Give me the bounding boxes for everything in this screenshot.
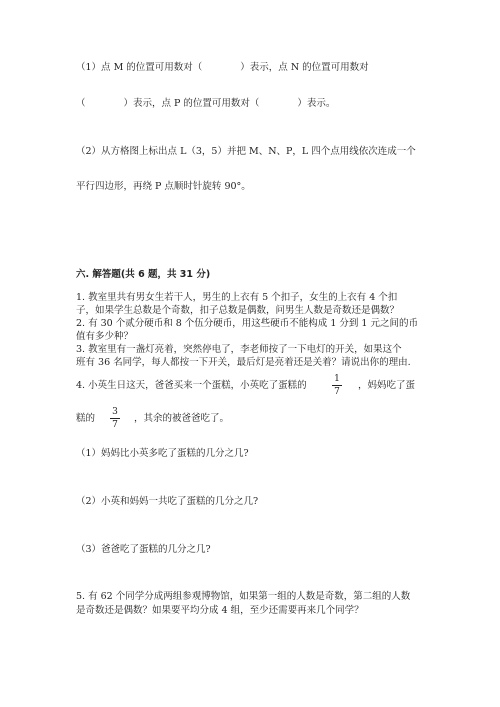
q1-line1: 1. 教室里共有男女生若干人，男生的上衣有 5 个扣子，女生的上衣有 4 个扣 [76, 292, 398, 303]
q3-line2: 班有 36 名同学，每人都按一下开关，最后灯是亮着还是关着？请说出你的理由. [76, 357, 411, 368]
fraction-1-denominator: 7 [334, 387, 340, 397]
q5-line2: 是奇数还是偶数？如果要平均分成 4 组，至少还需要再来几个同学？ [76, 605, 364, 616]
grid-question-part2-line2: 平行四边形，再绕 P 点顺时针旋转 90°。 [76, 181, 251, 192]
fraction-1-bar [332, 385, 342, 386]
q4-line2-tail: ，其余的被爸爸吃了。 [134, 413, 230, 424]
fraction-2-numerator: 3 [112, 407, 118, 417]
q2-line2: 值有多少种？ [76, 331, 134, 342]
q4-fraction-2 [108, 407, 122, 430]
q4-line1-tail: ，妈妈吃了蛋 [358, 380, 416, 391]
grid-question-part2-line1: （2）从方格图上标出点 L（3，5）并把 M、N、P，L 四个点用线依次连成一个 [76, 146, 416, 157]
q4-line1-text: 4. 小英生日这天，爸爸买来一个蛋糕，小英吃了蛋糕的 [76, 380, 307, 391]
fraction-2-denominator: 7 [112, 420, 118, 430]
q5-line1: 5. 有 62 个同学分成两组参观博物馆，如果第一组的人数是奇数，第二组的人数 [76, 591, 411, 602]
grid-question-part1-line1: （1）点 M 的位置可用数对（ ）表示，点 N 的位置可用数对 [76, 62, 369, 73]
fraction-2-bar [110, 418, 120, 419]
q3-line1: 3. 教室里有一盏灯亮着，突然停电了，李老师按了一下电灯的开关，如果这个 [76, 344, 402, 355]
q4-line2-text: 糕的 [76, 413, 96, 424]
q4-subquestion-1: （1）妈妈比小英多吃了蛋糕的几分之几? [76, 448, 249, 459]
q2-line1: 2. 有 30 个贰分硬币和 8 个伍分硬币，用这些硬币不能构成 1 分到 1 元之间的币 [76, 318, 418, 329]
fraction-1-numerator: 1 [334, 374, 340, 384]
q4-subquestion-3: （3）爸爸吃了蛋糕的几分之几? [76, 544, 211, 555]
section-title: 六. 解答题(共 6 题，共 31 分) [76, 269, 211, 280]
q4-subquestion-2: （2）小英和妈妈一共吃了蛋糕的几分之几? [76, 496, 259, 507]
grid-question-part1-line2: （ ）表示，点 P 的位置可用数对（ ）表示。 [76, 98, 336, 109]
q1-line2: 子，如果学生总数是个奇数，扣子总数是偶数，问男生人数是奇数还是偶数？ [76, 305, 400, 316]
q4-fraction-1 [330, 374, 344, 397]
